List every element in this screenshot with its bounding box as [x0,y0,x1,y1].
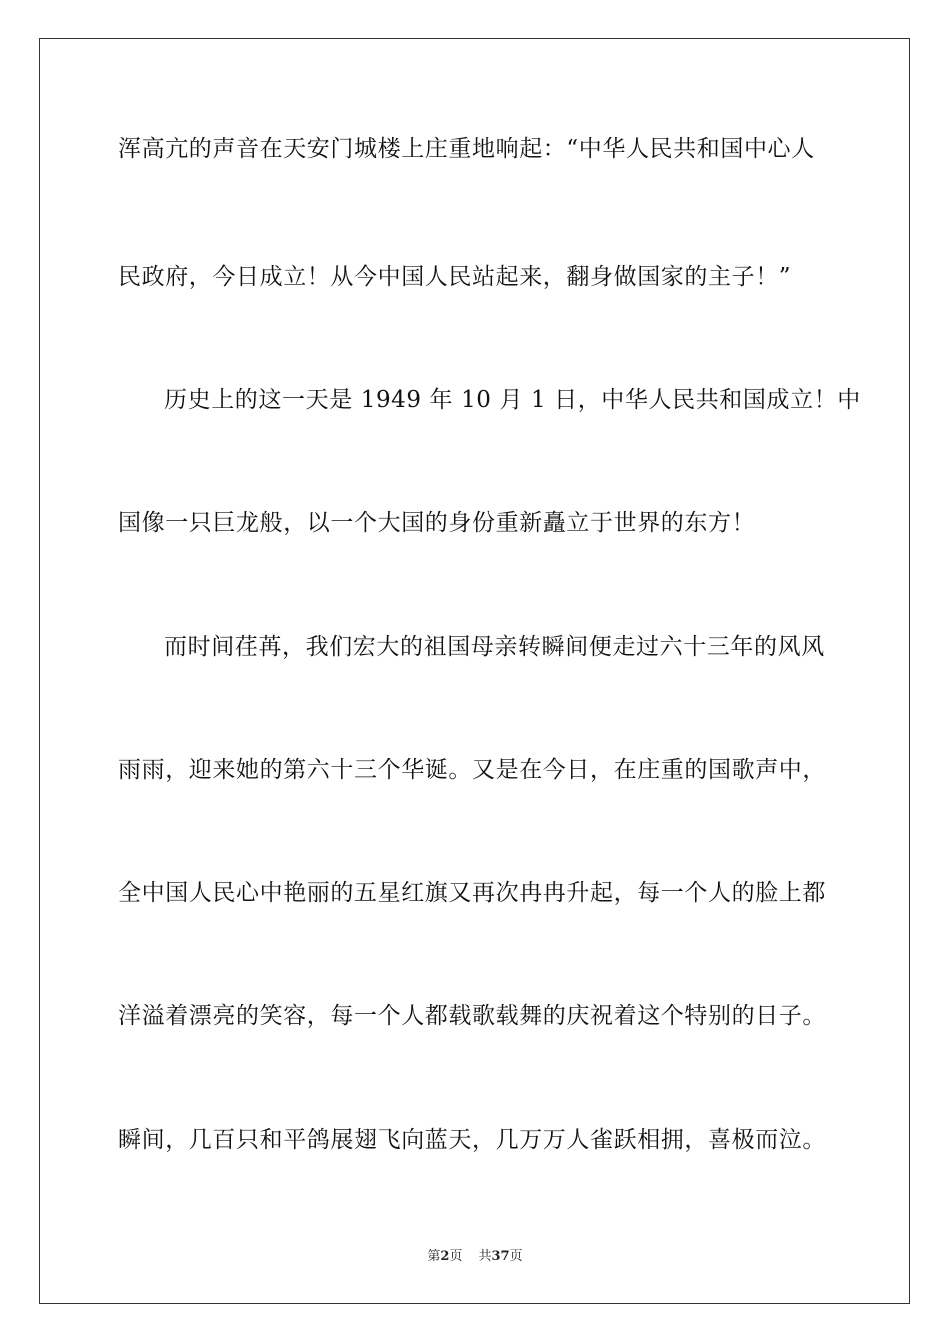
text-line: 国像一只巨龙般，以一个大国的身份重新矗立于世界的东方！ [118,510,756,536]
page-footer [0,1248,950,1266]
text-line: 民政府，今日成立！从今中国人民站起来，翻身做国家的主子！” [118,264,792,290]
page-suffix: 页 [449,1249,463,1264]
page-number: 2 [440,1249,450,1264]
text-line: 雨雨，迎来她的第六十三个华诞。又是在今日，在庄重的国歌声中， [118,757,826,783]
paragraph-start-line: 历史上的这一天是 1949 年 10 月 1 日，中华人民共和国成立！中 [164,387,861,413]
page-prefix: 第 [427,1249,441,1264]
total-prefix: 共 [478,1249,492,1264]
page-border [39,38,910,1304]
text-line: 浑高亢的声音在天安门城楼上庄重地响起：“中华人民共和国中心人 [118,136,815,162]
text-line: 瞬间，几百只和平鸽展翅飞向蓝天，几万万人雀跃相拥，喜极而泣。 [118,1127,826,1153]
total-pages: 37 [491,1249,510,1264]
text-line: 洋溢着漂亮的笑容，每一个人都载歌载舞的庆祝着这个特别的日子。 [118,1003,826,1029]
paragraph-start-line: 而时间荏苒，我们宏大的祖国母亲转瞬间便走过六十三年的风风 [164,634,825,660]
text-line: 全中国人民心中艳丽的五星红旗又再次冉冉升起，每一个人的脸上都 [118,880,826,906]
total-suffix: 页 [509,1249,523,1264]
